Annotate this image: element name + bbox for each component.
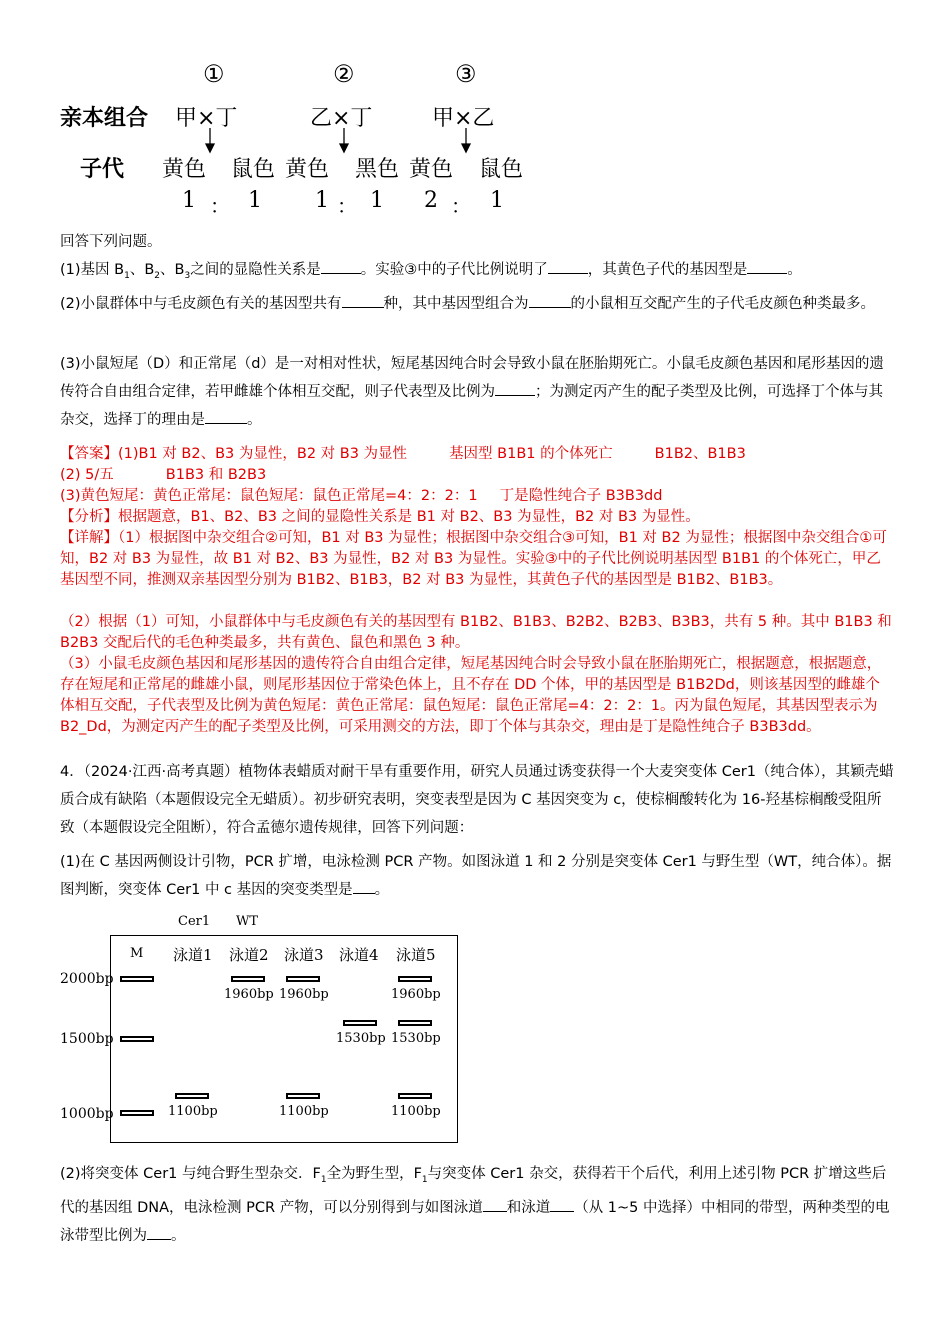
offspring-2-right: 黑色 <box>355 157 400 182</box>
ratio-2-left: 1 <box>315 188 329 213</box>
band-lane2-1960 <box>231 976 265 982</box>
offspring-3-right: 鼠色 <box>479 157 524 182</box>
ratio-3-colon: ： <box>451 194 471 218</box>
lane-2: 泳道2 <box>229 946 269 964</box>
lane-4: 泳道4 <box>339 946 379 964</box>
ratio-3-right: 1 <box>490 188 504 213</box>
band-lane3-1100 <box>286 1093 320 1099</box>
lane-3: 泳道3 <box>284 946 324 964</box>
answer-blank <box>483 1197 507 1212</box>
band-lane1-1100 <box>175 1093 209 1099</box>
lane-5: 泳道5 <box>396 946 436 964</box>
band-lane3-1960 <box>286 976 320 982</box>
band-marker-2000 <box>120 976 154 982</box>
offspring-2-left: 黄色 <box>285 157 330 182</box>
ratio-1-right: 1 <box>248 188 262 213</box>
band-lane5-1960 <box>398 976 432 982</box>
band-label: 1530bp <box>336 1031 386 1046</box>
cross-number-1: ① <box>203 60 225 88</box>
q3-sub2: (2)小鼠群体中与毛皮颜色有关的基因型共有 种，其中基因型组合为 的小鼠相互交配产生的子代毛皮颜色种类最多。 <box>60 290 894 318</box>
detail-2: （2）根据（1）可知，小鼠群体中与毛皮颜色有关的基因型有 B1B2、B1B3、B2B2、B2B3、B3B3，共有 5 种。其中 B1B3 和 B2B3 交配后代的毛色种类最多，共有黄色、鼠色和黑色 3 种。 <box>60 614 892 651</box>
offspring-1-right: 鼠色 <box>231 157 276 182</box>
lane-1: 泳道1 <box>173 946 213 964</box>
ratio-1-colon: ： <box>210 194 230 218</box>
q3-sub3: (3)小鼠短尾（D）和正常尾（d）是一对相对性状，短尾基因纯合时会导致小鼠在胚胎期死亡。小鼠毛皮颜色基因和尾形基因的遗传符合自由组合定律，若甲雌雄个体相互交配，则子代表型及比例为 ；为测定丙产生的配子类型及比例，可选择丁个体与其杂交，选择丁的理由是 。 <box>60 356 884 428</box>
cross-arrows <box>0 0 600 220</box>
offspring-label: 子代 <box>80 157 125 182</box>
answer-blank <box>529 293 571 308</box>
cross-number-3: ③ <box>455 60 477 88</box>
ratio-3-left: 2 <box>424 188 438 213</box>
band-lane4-1530 <box>343 1020 377 1026</box>
q3-sub1: (1)基因 $B_1$、$B_2$、$B_3$之间的显隐性关系是 。实验③中的子代比例说明了 ，其黄色子代的基因型是 。 <box>60 256 894 290</box>
answer-blank <box>147 1225 171 1240</box>
detail-1: 【详解】（1）根据图中杂交组合②可知，B1 对 B3 为显性；根据图中杂交组合③可知，B1 对 B2 为显性；根据图中杂交组合①可知，B2 对 B3 为显性，故 B1 对 B2、B3 为显性，B2 对 B3 为显性。实验③中的子代比例说明基因型 B1B1 的个体死亡，甲乙基因型不同，推测双亲基因型分别为 B1B2、B1B3，B2 对 B3 为显性，其黄色子代的基因型是 B1B2、B1B3。 <box>60 530 887 588</box>
offspring-3-left: 黄色 <box>409 157 454 182</box>
detail-3: （3）小鼠毛皮颜色基因和尾形基因的遗传符合自由组合定律，短尾基因纯合时会导致小鼠在胚胎期死亡，根据题意，根据题意，存在短尾和正常尾的雌雄小鼠，则尾形基因位于常染色体上，且不存在 DD 个体，甲的基因型是 B1B2Dd，则该基因型的雌雄个体相互交配，子代表型及比例为黄色短尾：黄色正常尾：鼠色短尾：鼠色正常尾=4：2：2：1。丙为鼠色短尾，其基因型表示为 B2_Dd，为测定丙产生的配子类型及比例，可采用测交的方法，即丁个体与其杂交，理由是丁是隐性纯合子 B3B3dd。 <box>60 656 882 735</box>
lane-marker: M <box>130 946 144 961</box>
answer-blank <box>321 259 361 274</box>
answer-blank <box>342 293 384 308</box>
band-label: 1960bp <box>391 987 441 1002</box>
answer-blank <box>550 1197 574 1212</box>
cross-2: 乙×丁 <box>310 106 373 131</box>
answer-line-2: (2) 5/五 B1B3 和 B2B3 <box>60 467 267 483</box>
band-label: 1100bp <box>391 1104 441 1119</box>
marker-1000: 1000bp <box>60 1106 114 1122</box>
q4-sub2: (2)将突变体 Cer1 与纯合野生型杂交．$F_1$全为野生型，$F_1$与突变体 Cer1 杂交，获得若干个后代，利用上述引物 PCR 扩增这些后代的基因组 DNA，电泳检测 PCR 产物，可以分别得到与如图泳道 和泳道 （从 1~5 中选择）中相同的带型，两种类型的电泳带型比例为 。 <box>60 1166 890 1244</box>
band-lane5-1530 <box>398 1020 432 1026</box>
q3-intro: 回答下列问题。 <box>60 234 162 250</box>
band-label: 1100bp <box>168 1104 218 1119</box>
analysis: 【分析】根据题意，B1、B2、B3 之间的显隐性关系是 B1 对 B2、B3 为显性，B2 对 B3 为显性。 <box>60 509 700 525</box>
ratio-1-left: 1 <box>182 188 196 213</box>
band-label: 1960bp <box>279 987 329 1002</box>
ratio-2-right: 1 <box>370 188 384 213</box>
answer-blank <box>353 879 375 894</box>
marker-1500: 1500bp <box>60 1031 114 1047</box>
band-lane5-1100 <box>398 1093 432 1099</box>
band-marker-1500 <box>120 1036 154 1042</box>
cross-3: 甲×乙 <box>432 106 495 131</box>
marker-2000: 2000bp <box>60 971 114 987</box>
band-label: 1530bp <box>391 1031 441 1046</box>
band-marker-1000 <box>120 1110 154 1116</box>
answer-blank <box>747 259 787 274</box>
cross-number-2: ② <box>333 60 355 88</box>
offspring-1-left: 黄色 <box>162 157 207 182</box>
cross-1: 甲×丁 <box>175 106 238 131</box>
answer-line-3: (3)黄色短尾：黄色正常尾：鼠色短尾：鼠色正常尾=4：2：2：1 丁是隐性纯合子 B3B3dd <box>60 488 663 504</box>
label-cer1: Cer1 <box>178 914 211 929</box>
band-label: 1960bp <box>224 987 274 1002</box>
q4-intro: 4．（2024·江西·高考真题）植物体表蜡质对耐干旱有重要作用，研究人员通过诱变获得一个大麦突变体 Cer1（纯合体），其颖壳蜡质合成有缺陷（本题假设完全无蜡质）。初步研究表明，突变表型是因为 C 基因突变为 c，使棕榈酸转化为 16-羟基棕榈酸受阻所致（本题假设完全阻断），符合孟德尔遗传规律，回答下列问题： <box>60 764 894 836</box>
q4-sub1: (1)在 C 基因两侧设计引物，PCR 扩增，电泳检测 PCR 产物。如图泳道 1 和 2 分别是突变体 Cer1 与野生型（WT，纯合体）。据图判断，突变体 Cer1 中 c 基因的突变类型是 。 <box>60 854 892 898</box>
ratio-2-colon: ： <box>337 194 357 218</box>
parent-label: 亲本组合 <box>60 106 149 131</box>
answer-blank <box>495 381 535 396</box>
answer-blank <box>548 259 588 274</box>
answer-line-1: 【答案】(1)B1 对 B2、B3 为显性，B2 对 B3 为显性 基因型 B1B1 的个体死亡 B1B2、B1B3 <box>60 446 746 462</box>
label-wt: WT <box>236 914 259 929</box>
band-label: 1100bp <box>279 1104 329 1119</box>
answer-blank <box>205 409 247 424</box>
